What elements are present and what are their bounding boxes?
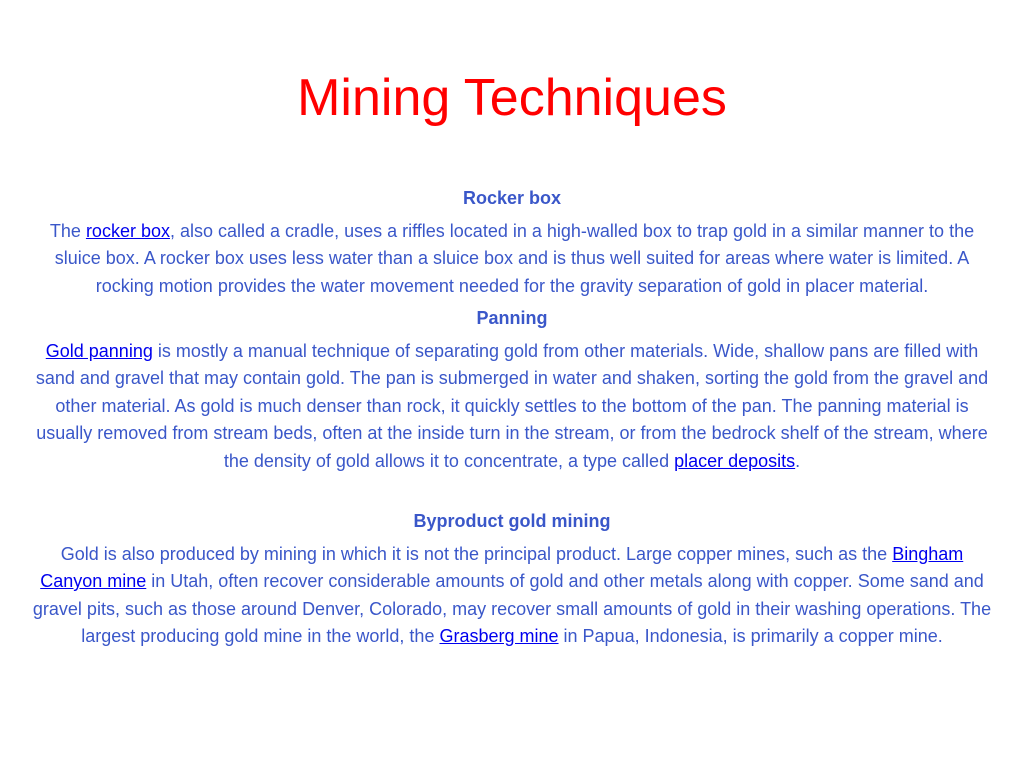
paragraph-byproduct xyxy=(32,541,992,651)
link-grasberg-mine[interactable]: Grasberg mine xyxy=(439,626,559,646)
text-segment: Gold is also produced by mining in which it is not the principal product. Large copper mines, such as the xyxy=(60,543,893,564)
text-segment: , also called a cradle, uses a riffles located in a high-walled box to trap gold in a similar manner to the sluice box. A rocker box uses less water than a sluice box and is thus well suited for areas where water is limited. A rocking motion provides the water movement needed for the gravity separation of gold in placer material. xyxy=(54,220,975,296)
link-gold-panning[interactable]: Gold panning xyxy=(45,340,153,361)
link-bingham-canyon-mine[interactable]: Bingham Canyon mine xyxy=(40,543,964,591)
text-segment: in Utah, often recover considerable amounts of gold and other metals along with copper. Some sand and gravel pits, such as those around Denver, Colorado, may recover small amounts of gold in their washing operations. The largest producing gold mine in the world, the xyxy=(32,571,992,646)
text-segment: in Papua, Indonesia, is primarily a copper mine. xyxy=(558,626,943,646)
text-segment: is mostly a manual technique of separating gold from other materials. Wide, shallow pans are filled with sand and gravel that may contain gold. The pan is submerged in water and shaken, sorting the gold from the gravel and other material. As gold is much denser than rock, it quickly settles to the bottom of the pan. The panning material is usually removed from stream beds, often at the inside turn in the stream, or from the bedrock shelf of the stream, where the density of gold allows it to concentrate, a type called xyxy=(35,340,989,471)
slide-title: Mining Techniques xyxy=(297,69,727,127)
section-heading-rocker-box: Rocker box xyxy=(462,188,562,208)
paragraph-panning xyxy=(32,338,992,476)
slide-content xyxy=(32,185,992,656)
link-rocker-box[interactable]: rocker box xyxy=(85,220,170,241)
link-placer-deposits[interactable]: placer deposits xyxy=(674,450,796,471)
section-heading-panning: Panning xyxy=(476,308,548,328)
section-heading-byproduct: Byproduct gold mining xyxy=(413,511,611,531)
text-segment: The xyxy=(49,220,86,241)
text-segment: . xyxy=(795,450,801,471)
paragraph-rocker-box xyxy=(32,218,992,301)
